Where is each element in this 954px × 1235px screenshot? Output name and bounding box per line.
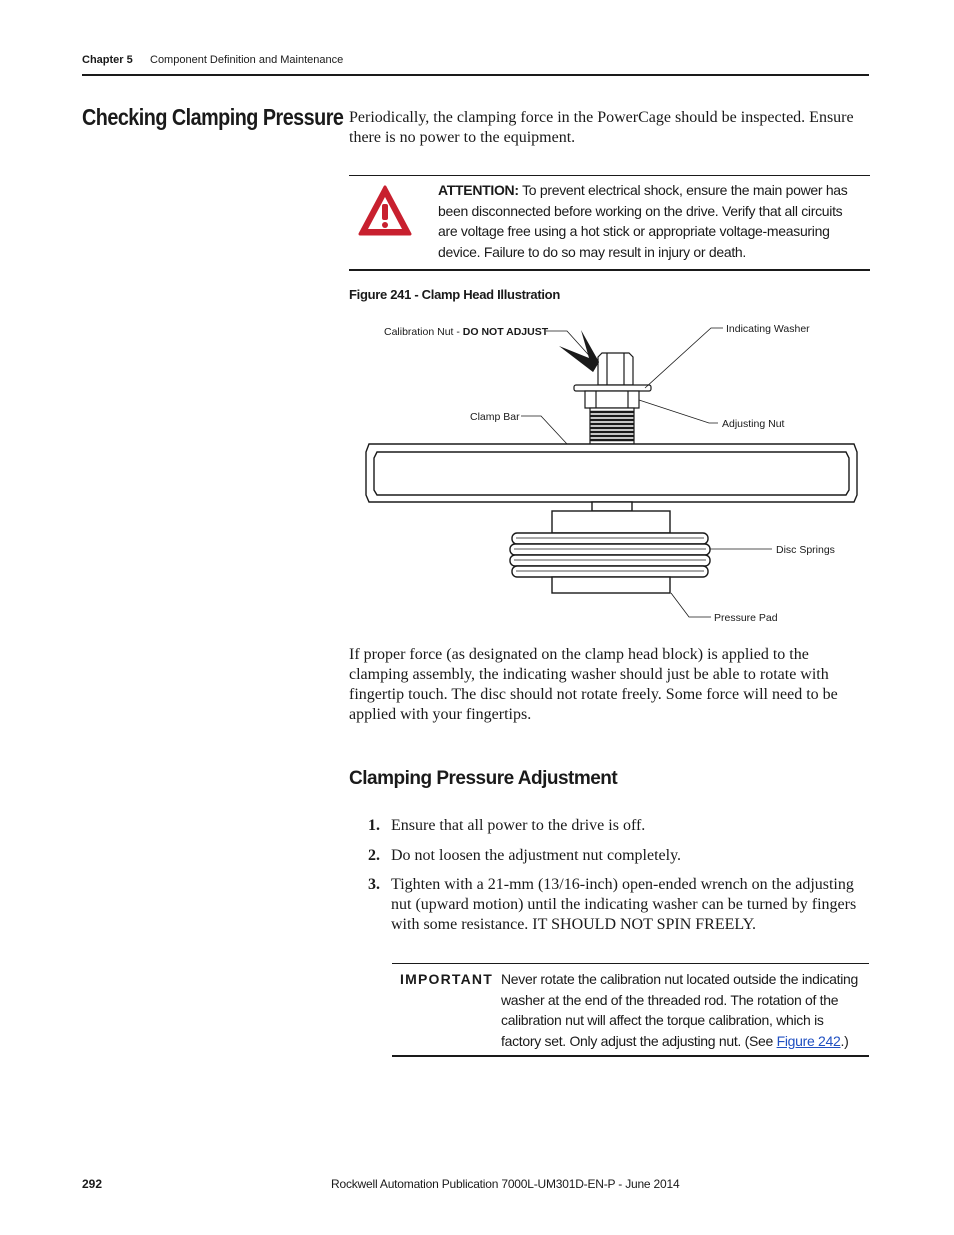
attention-body: To prevent electrical shock, ensure the main power has been disconnected before working on the drive. Verify that all circuits are voltage free using a hot stick or appropriate voltage-measuring device. Failure to do so may result in injury or death. — [438, 182, 848, 260]
warning-triangle-icon — [357, 184, 413, 237]
page-number: 292 — [82, 1177, 103, 1191]
step-number: 3. — [368, 876, 380, 893]
clamp-head-illustration — [349, 310, 869, 630]
intro-paragraph: Periodically, the clamping force in the PowerCage should be inspected. Ensure there is no power to the equipment. — [349, 109, 854, 146]
attention-top-rule — [349, 175, 870, 176]
label-indicating-washer: Indicating Washer — [726, 323, 810, 335]
step-text: Do not loosen the adjustment nut completely. — [391, 847, 682, 864]
chapter-title: Component Definition and Maintenance — [150, 54, 344, 66]
clamping-force-paragraph: If proper force (as designated on the clamp head block) is applied to the clamping assembly, the indicating washer should just be able to rotate with fingertip touch. The disc should not rotate freely. Some force will need to be applied with your fingertips. — [349, 646, 838, 723]
important-body-end: .) — [840, 1032, 849, 1049]
header-divider — [82, 74, 869, 76]
label-adjusting-nut: Adjusting Nut — [722, 418, 785, 430]
step-text: Ensure that all power to the drive is off. — [391, 817, 646, 834]
important-text — [501, 969, 867, 1051]
label-disc-springs: Disc Springs — [776, 544, 835, 556]
important-label: IMPORTANT — [400, 971, 493, 987]
attention-label: ATTENTION: — [438, 182, 519, 198]
publication-info: Rockwell Automation Publication 7000L-UM301D-EN-P - June 2014 — [331, 1177, 680, 1191]
label-pressure-pad: Pressure Pad — [714, 612, 778, 624]
attention-bottom-rule — [349, 269, 870, 271]
important-top-rule — [392, 963, 869, 964]
figure-caption: Figure 241 - Clamp Head Illustration — [349, 287, 560, 302]
subsection-title: Clamping Pressure Adjustment — [349, 768, 618, 789]
figure-242-link[interactable]: Figure 242 — [776, 1032, 841, 1049]
chapter-label: Chapter 5 — [82, 54, 133, 66]
important-bottom-rule — [392, 1055, 869, 1057]
section-title: Checking Clamping Pressure — [82, 104, 344, 130]
step-number: 1. — [368, 817, 380, 834]
important-body: Never rotate the calibration nut located outside the indicating washer at the end of the threaded rod. The rotation of the calibration nut will affect the torque calibration, which is factory set. Only adjust the adjusting nut. (See — [501, 971, 859, 1049]
label-clamp-bar: Clamp Bar — [470, 411, 520, 423]
step-text: Tighten with a 21-mm (13/16-inch) open-ended wrench on the adjusting nut (upward motion) until the indicating washer can be turned by fingers with some resistance. IT SHOULD NOT SPIN FREELY. — [391, 876, 857, 933]
attention-text — [438, 180, 863, 262]
label-calibration-nut: Calibration Nut - DO NOT ADJUST — [384, 326, 549, 338]
step-number: 2. — [368, 847, 380, 864]
